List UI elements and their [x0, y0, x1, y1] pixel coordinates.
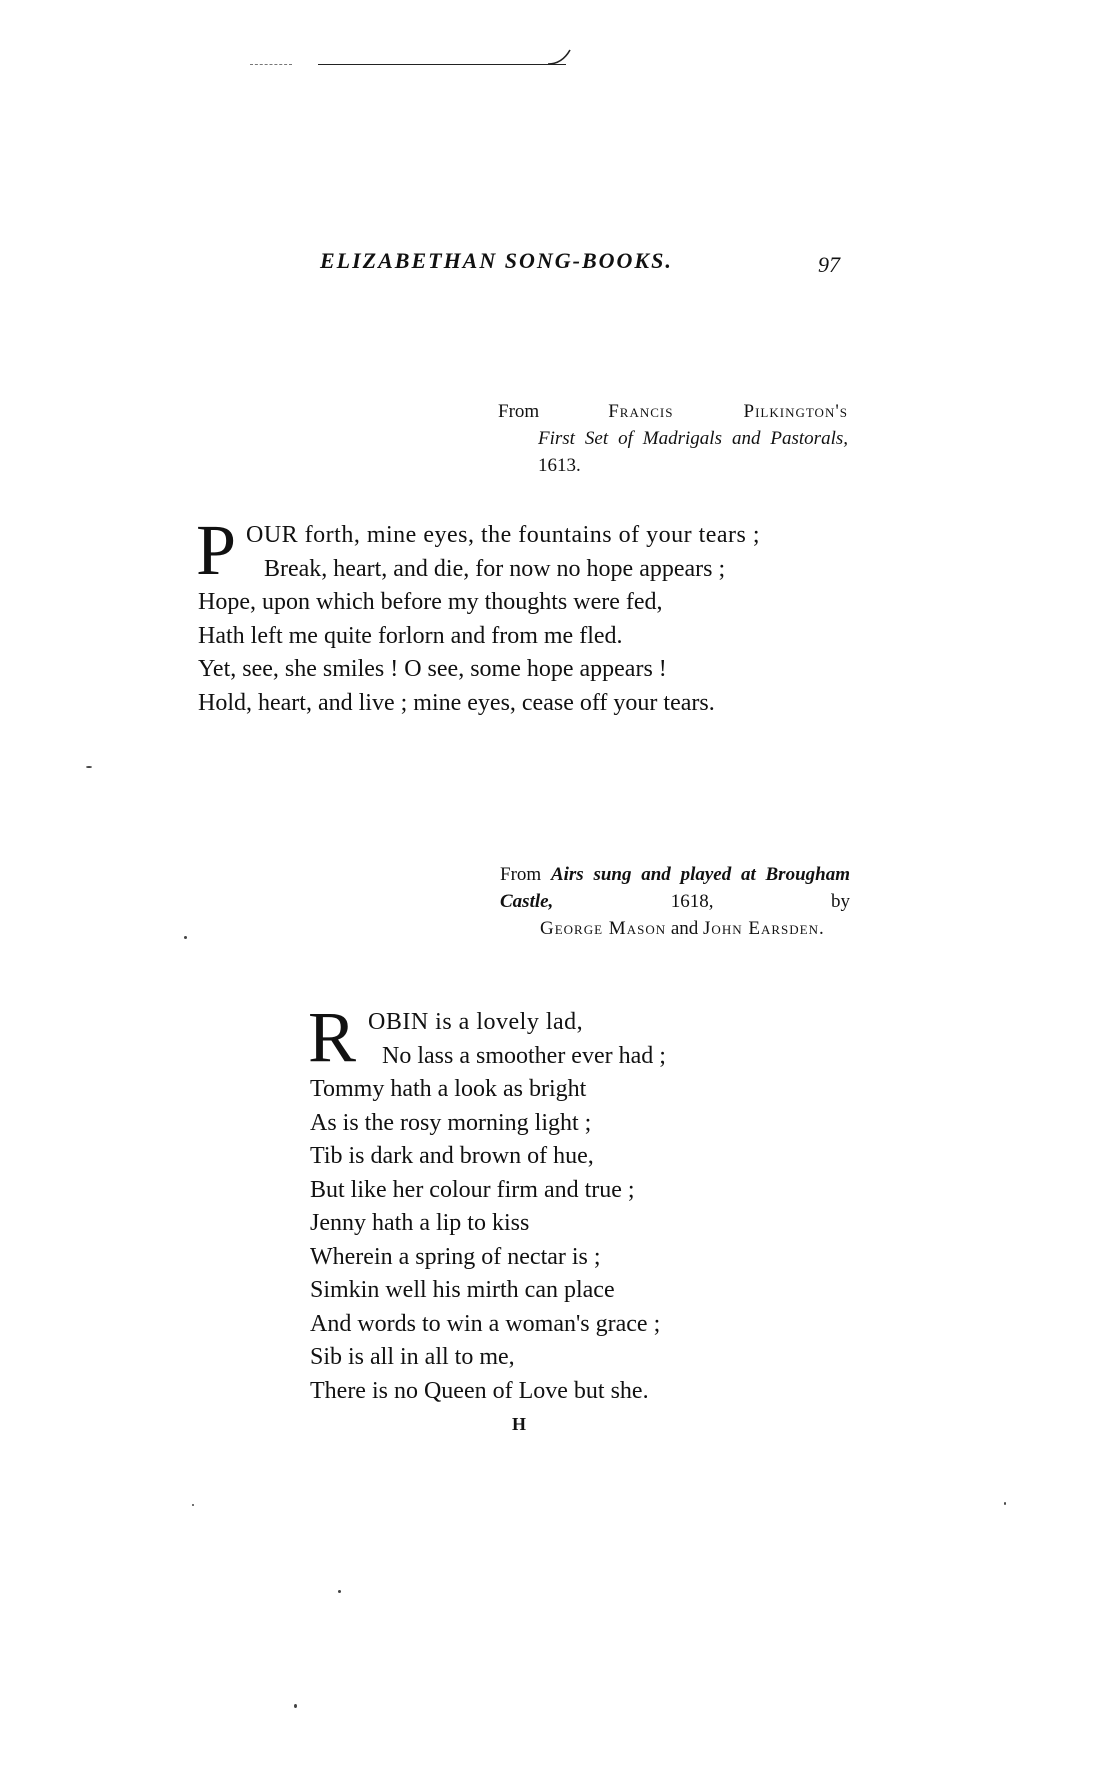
- attribution-work: Airs sung and played at Brougham Castle,: [500, 864, 850, 912]
- poem1-attribution: [498, 398, 848, 479]
- running-title: ELIZABETHAN SONG-BOOKS.: [320, 248, 673, 273]
- poem1-attribution-line2: [498, 425, 848, 479]
- poem1-line-5: Yet, see, she smiles ! O see, some hope appears !: [198, 656, 667, 682]
- poem2-first-line-rest: OBIN is a lovely lad,: [368, 1009, 584, 1035]
- scan-speck: [86, 766, 92, 768]
- poem1-first-line-rest: OUR forth, mine eyes, the fountains of your tears ;: [246, 522, 761, 548]
- attribution-author-2: John Earsden.: [703, 918, 825, 939]
- poem1-attribution-line1: [498, 398, 848, 425]
- signature-mark: H: [512, 1414, 527, 1434]
- page-number: 97: [818, 252, 840, 277]
- attribution-and: and: [670, 918, 699, 939]
- attribution-work: First Set of Madrigals and Pastorals,: [538, 428, 848, 449]
- poem2-line-9: Simkin well his mirth can place: [310, 1277, 615, 1303]
- poem1-line-4: Hath left me quite forlorn and from me fled.: [198, 622, 623, 649]
- scan-speck: [1004, 1502, 1006, 1505]
- attribution-prefix: From: [498, 401, 540, 422]
- attribution-year: 1618,: [670, 891, 714, 912]
- poem1-line-6: Hold, heart, and live ; mine eyes, cease off your tears.: [198, 689, 715, 716]
- poem2-line-2: No lass a smoother ever had ;: [382, 1042, 666, 1069]
- top-rule-dashes: [250, 64, 292, 65]
- poem2-line-4: As is the rosy morning light ;: [310, 1109, 592, 1136]
- poem1-drop-cap: P: [196, 510, 237, 590]
- poem2-line-5: Tib is dark and brown of hue,: [310, 1143, 594, 1169]
- poem2-line-7: Jenny hath a lip to kiss: [310, 1210, 530, 1236]
- scan-speck: [184, 936, 187, 939]
- poem1: [196, 510, 761, 720]
- poem2-line-8: Wherein a spring of nectar is ;: [310, 1243, 601, 1270]
- poem2-attribution: [500, 861, 850, 942]
- poem1-line-3: Hope, upon which before my thoughts were fed,: [198, 589, 663, 615]
- poem2-line-3: Tommy hath a look as bright: [310, 1076, 587, 1102]
- attribution-by: by: [831, 891, 850, 912]
- top-rule: [318, 64, 566, 65]
- poem2-line-12: There is no Queen of Love but she.: [310, 1377, 649, 1404]
- poem1-line-2: Break, heart, and die, for now no hope appears ;: [264, 555, 726, 582]
- poem2-line-10: And words to win a woman's grace ;: [310, 1310, 661, 1337]
- scan-speck: [294, 1704, 297, 1708]
- poem2: [308, 997, 666, 1408]
- poem2-line-11: Sib is all in all to me,: [310, 1344, 515, 1370]
- poem2-line-1: [310, 1006, 666, 1040]
- poem2-attribution-line2: [500, 915, 850, 942]
- attribution-author-1: George Mason: [540, 918, 667, 939]
- poem2-line-6: But like her colour firm and true ;: [310, 1176, 635, 1203]
- scan-speck: [338, 1590, 341, 1593]
- poem1-line-1: [198, 519, 760, 553]
- poem2-attribution-line1: [500, 861, 850, 915]
- attribution-year: 1613.: [538, 455, 581, 476]
- top-rule-flourish: [548, 48, 572, 66]
- attribution-prefix: From: [500, 864, 542, 885]
- scan-speck: [192, 1504, 194, 1506]
- poem2-drop-cap: R: [308, 997, 357, 1077]
- attribution-author: Francis Pilkington's: [608, 401, 848, 422]
